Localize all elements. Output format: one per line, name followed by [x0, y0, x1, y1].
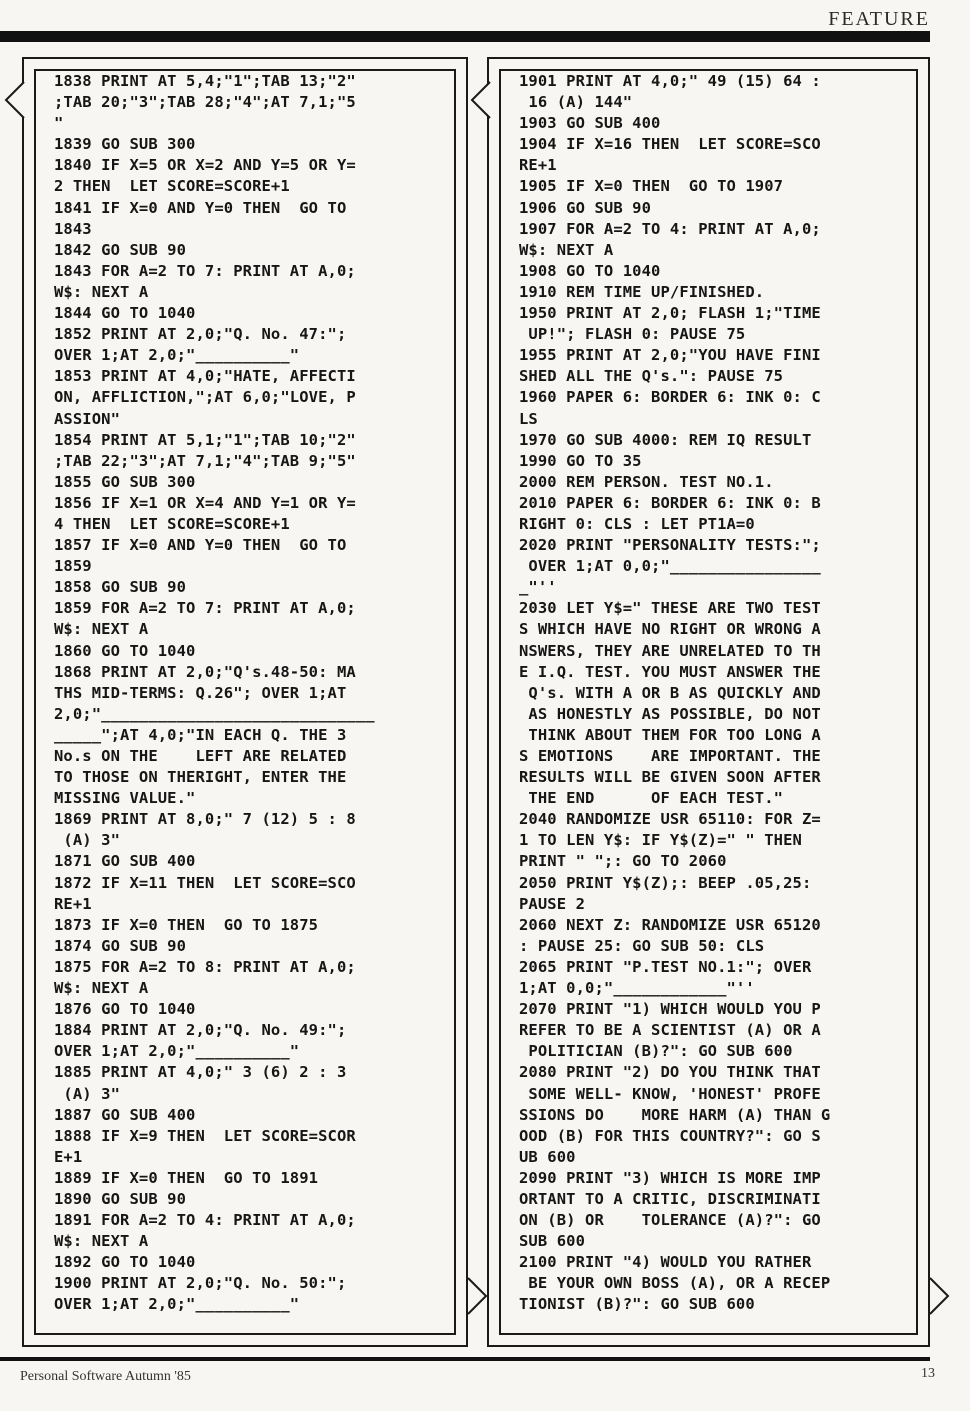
- code-line: 1871 GO SUB 400: [54, 852, 196, 871]
- code-line: W$: NEXT A: [54, 979, 149, 998]
- right-code-listing: [519, 71, 908, 1316]
- code-line: 1841 IF X=0 AND Y=0 THEN GO TO: [54, 198, 347, 217]
- left-panel-right-chevron-icon: [466, 1276, 488, 1316]
- code-line: 4 THEN LET SCORE=SCORE+1: [54, 514, 290, 533]
- code-line: 1858 GO SUB 90: [54, 578, 187, 597]
- code-line: 1955 PRINT AT 2,0;"YOU HAVE FINI: [519, 346, 821, 365]
- code-line: 2020 PRINT "PERSONALITY TESTS:";: [519, 536, 821, 555]
- code-line: 1 TO LEN Y$: IF Y$(Z)=" " THEN: [519, 831, 802, 850]
- code-line: 1905 IF X=0 THEN GO TO 1907: [519, 177, 784, 196]
- code-line: 1868 PRINT AT 2,0;"Q's.48-50: MA: [54, 662, 356, 681]
- code-line: 1872 IF X=11 THEN LET SCORE=SCO: [54, 873, 356, 892]
- code-line: RESULTS WILL BE GIVEN SOON AFTER: [519, 768, 821, 787]
- code-line: SHED ALL THE Q's.": PAUSE 75: [519, 367, 784, 386]
- code-line: THINK ABOUT THEM FOR TOO LONG A: [519, 725, 821, 744]
- code-line: 1910 REM TIME UP/FINISHED.: [519, 282, 765, 301]
- code-line: MISSING VALUE.": [54, 789, 196, 808]
- code-line: (A) 3": [54, 831, 121, 850]
- code-line: PRINT " ";: GO TO 2060: [519, 852, 727, 871]
- left-chevron-arrow-icon: [4, 80, 26, 120]
- code-line: 1901 PRINT AT 4,0;" 49 (15) 64 :: [519, 72, 821, 90]
- code-line: 1904 IF X=16 THEN LET SCORE=SCO: [519, 135, 821, 154]
- code-line: No.s ON THE LEFT ARE RELATED: [54, 747, 347, 765]
- center-chevron-arrow-icon: [470, 80, 492, 120]
- top-rule: [0, 31, 930, 42]
- code-line: 2010 PAPER 6: BORDER 6: INK 0: B: [519, 493, 821, 512]
- section-label: FEATURE: [828, 8, 930, 30]
- code-line: 1873 IF X=0 THEN GO TO 1875: [54, 915, 319, 934]
- code-line: 2070 PRINT "1) WHICH WOULD YOU P: [519, 1000, 821, 1019]
- code-line: W$: NEXT A: [54, 1232, 149, 1251]
- code-line: OVER 1;AT 2,0;"__________": [54, 1295, 300, 1314]
- code-line: 1990 GO TO 35: [519, 451, 642, 470]
- code-line: E I.Q. TEST. YOU MUST ANSWER THE: [519, 662, 821, 681]
- code-line: REFER TO BE A SCIENTIST (A) OR A: [519, 1021, 821, 1040]
- code-line: 2080 PRINT "2) DO YOU THINK THAT: [519, 1063, 821, 1082]
- code-line: SUB 600: [519, 1232, 586, 1251]
- code-line: 1869 PRINT AT 8,0;" 7 (12) 5 : 8: [54, 810, 356, 829]
- code-line: BE YOUR OWN BOSS (A), OR A RECEP: [519, 1274, 831, 1293]
- code-line: NSWERS, THEY ARE UNRELATED TO TH: [519, 641, 821, 660]
- code-line: LS: [519, 409, 538, 428]
- code-line: _"'': [519, 578, 557, 597]
- magazine-title: Personal Software Autumn '85: [20, 1369, 191, 1384]
- code-line: 1843: [54, 219, 92, 238]
- code-line: 2040 RANDOMIZE USR 65110: FOR Z=: [519, 810, 821, 829]
- code-line: UB 600: [519, 1147, 576, 1166]
- code-line: 1;AT 0,0;"____________"'': [519, 979, 755, 998]
- code-line: 1844 GO TO 1040: [54, 304, 196, 323]
- code-line: ": [54, 114, 64, 133]
- code-line: 1884 PRINT AT 2,0;"Q. No. 49:";: [54, 1021, 347, 1040]
- code-line: POLITICIAN (B)?": GO SUB 600: [519, 1042, 793, 1061]
- code-line: E+1: [54, 1147, 83, 1166]
- code-line: 1970 GO SUB 4000: REM IQ RESULT: [519, 430, 812, 449]
- code-line: 2,0;"_____________________________: [54, 704, 375, 723]
- code-line: OVER 1;AT 0,0;"________________: [519, 557, 821, 576]
- code-line: W$: NEXT A: [519, 240, 614, 259]
- code-line: 1854 PRINT AT 5,1;"1";TAB 10;"2": [54, 430, 356, 449]
- code-line: RE+1: [519, 156, 557, 175]
- code-line: ;TAB 22;"3";AT 7,1;"4";TAB 9;"5": [54, 451, 356, 470]
- code-line: 1860 GO TO 1040: [54, 641, 196, 660]
- left-code-listing: [54, 71, 446, 1316]
- code-line: ASSION": [54, 409, 121, 428]
- right-listing-panel: [487, 57, 930, 1347]
- code-line: 1857 IF X=0 AND Y=0 THEN GO TO: [54, 536, 347, 555]
- code-line: S WHICH HAVE NO RIGHT OR WRONG A: [519, 620, 821, 639]
- code-line: S EMOTIONS ARE IMPORTANT. THE: [519, 747, 821, 765]
- code-line: THS MID-TERMS: Q.26"; OVER 1;AT: [54, 683, 347, 702]
- code-line: 2000 REM PERSON. TEST NO.1.: [519, 472, 774, 491]
- code-line: 1888 IF X=9 THEN LET SCORE=SCOR: [54, 1126, 356, 1145]
- left-listing-panel: [22, 57, 468, 1347]
- code-line: SSIONS DO MORE HARM (A) THAN G: [519, 1105, 831, 1124]
- code-line: Q's. WITH A OR B AS QUICKLY AND: [519, 683, 821, 702]
- code-line: ORTANT TO A CRITIC, DISCRIMINATI: [519, 1189, 821, 1208]
- code-line: 1859 FOR A=2 TO 7: PRINT AT A,0;: [54, 599, 356, 618]
- code-line: OOD (B) FOR THIS COUNTRY?": GO S: [519, 1126, 821, 1145]
- code-line: 1887 GO SUB 400: [54, 1105, 196, 1124]
- code-line: ON, AFFLICTION,";AT 6,0;"LOVE, P: [54, 388, 356, 407]
- code-line: : PAUSE 25: GO SUB 50: CLS: [519, 936, 765, 955]
- code-line: RE+1: [54, 894, 92, 913]
- code-line: SOME WELL- KNOW, 'HONEST' PROFE: [519, 1084, 821, 1103]
- code-line: 2100 PRINT "4) WOULD YOU RATHER: [519, 1253, 812, 1272]
- code-line: W$: NEXT A: [54, 620, 149, 639]
- code-line: UP!"; FLASH 0: PAUSE 75: [519, 325, 746, 344]
- code-line: 1908 GO TO 1040: [519, 261, 661, 280]
- code-line: TO THOSE ON THERIGHT, ENTER THE: [54, 768, 347, 787]
- code-line: 1950 PRINT AT 2,0; FLASH 1;"TIME: [519, 304, 821, 323]
- code-line: 1892 GO TO 1040: [54, 1253, 196, 1272]
- code-line: 1876 GO TO 1040: [54, 1000, 196, 1019]
- right-listing-inner-frame: [499, 69, 918, 1335]
- code-line: 2050 PRINT Y$(Z);: BEEP .05,25:: [519, 873, 812, 892]
- left-listing-inner-frame: [34, 69, 456, 1335]
- code-line: 1840 IF X=5 OR X=2 AND Y=5 OR Y=: [54, 156, 356, 175]
- code-line: 1859: [54, 557, 92, 576]
- code-line: 1903 GO SUB 400: [519, 114, 661, 133]
- code-line: 1855 GO SUB 300: [54, 472, 196, 491]
- code-line: OVER 1;AT 2,0;"__________": [54, 346, 300, 365]
- code-line: 1889 IF X=0 THEN GO TO 1891: [54, 1168, 319, 1187]
- code-line: 1890 GO SUB 90: [54, 1189, 187, 1208]
- code-line: 1885 PRINT AT 4,0;" 3 (6) 2 : 3: [54, 1063, 347, 1082]
- page-number: 13: [921, 1366, 935, 1381]
- code-line: 2060 NEXT Z: RANDOMIZE USR 65120: [519, 915, 821, 934]
- code-line: 1907 FOR A=2 TO 4: PRINT AT A,0;: [519, 219, 821, 238]
- code-line: 1852 PRINT AT 2,0;"Q. No. 47:";: [54, 325, 347, 344]
- code-line: 1853 PRINT AT 4,0;"HATE, AFFECTI: [54, 367, 356, 386]
- code-line: 2090 PRINT "3) WHICH IS MORE IMP: [519, 1168, 821, 1187]
- right-panel-right-chevron-icon: [928, 1276, 950, 1316]
- code-line: 1875 FOR A=2 TO 8: PRINT AT A,0;: [54, 957, 356, 976]
- code-line: 2030 LET Y$=" THESE ARE TWO TEST: [519, 599, 821, 618]
- code-line: 1843 FOR A=2 TO 7: PRINT AT A,0;: [54, 261, 356, 280]
- code-line: ;TAB 20;"3";TAB 28;"4";AT 7,1;"5: [54, 93, 356, 112]
- footer-rule: [0, 1357, 930, 1361]
- code-line: PAUSE 2: [519, 894, 586, 913]
- code-line: 1842 GO SUB 90: [54, 240, 187, 259]
- code-line: 1906 GO SUB 90: [519, 198, 652, 217]
- code-line: 1891 FOR A=2 TO 4: PRINT AT A,0;: [54, 1211, 356, 1230]
- code-line: RIGHT 0: CLS : LET PT1A=0: [519, 514, 755, 533]
- code-line: 1960 PAPER 6: BORDER 6: INK 0: C: [519, 388, 821, 407]
- code-line: AS HONESTLY AS POSSIBLE, DO NOT: [519, 704, 821, 723]
- code-line: TIONIST (B)?": GO SUB 600: [519, 1295, 755, 1314]
- code-line: 2 THEN LET SCORE=SCORE+1: [54, 177, 290, 196]
- code-line: 1874 GO SUB 90: [54, 936, 187, 955]
- code-line: (A) 3": [54, 1084, 121, 1103]
- code-line: 1900 PRINT AT 2,0;"Q. No. 50:";: [54, 1274, 347, 1293]
- code-line: 1838 PRINT AT 5,4;"1";TAB 13;"2": [54, 72, 356, 90]
- code-line: 2065 PRINT "P.TEST NO.1:"; OVER: [519, 957, 812, 976]
- code-line: 1839 GO SUB 300: [54, 135, 196, 154]
- code-line: THE END OF EACH TEST.": [519, 789, 784, 808]
- code-line: W$: NEXT A: [54, 282, 149, 301]
- code-line: 16 (A) 144": [519, 93, 633, 112]
- code-line: OVER 1;AT 2,0;"__________": [54, 1042, 300, 1061]
- code-line: ON (B) OR TOLERANCE (A)?": GO: [519, 1211, 821, 1230]
- code-line: _____";AT 4,0;"IN EACH Q. THE 3: [54, 725, 347, 744]
- code-line: 1856 IF X=1 OR X=4 AND Y=1 OR Y=: [54, 493, 356, 512]
